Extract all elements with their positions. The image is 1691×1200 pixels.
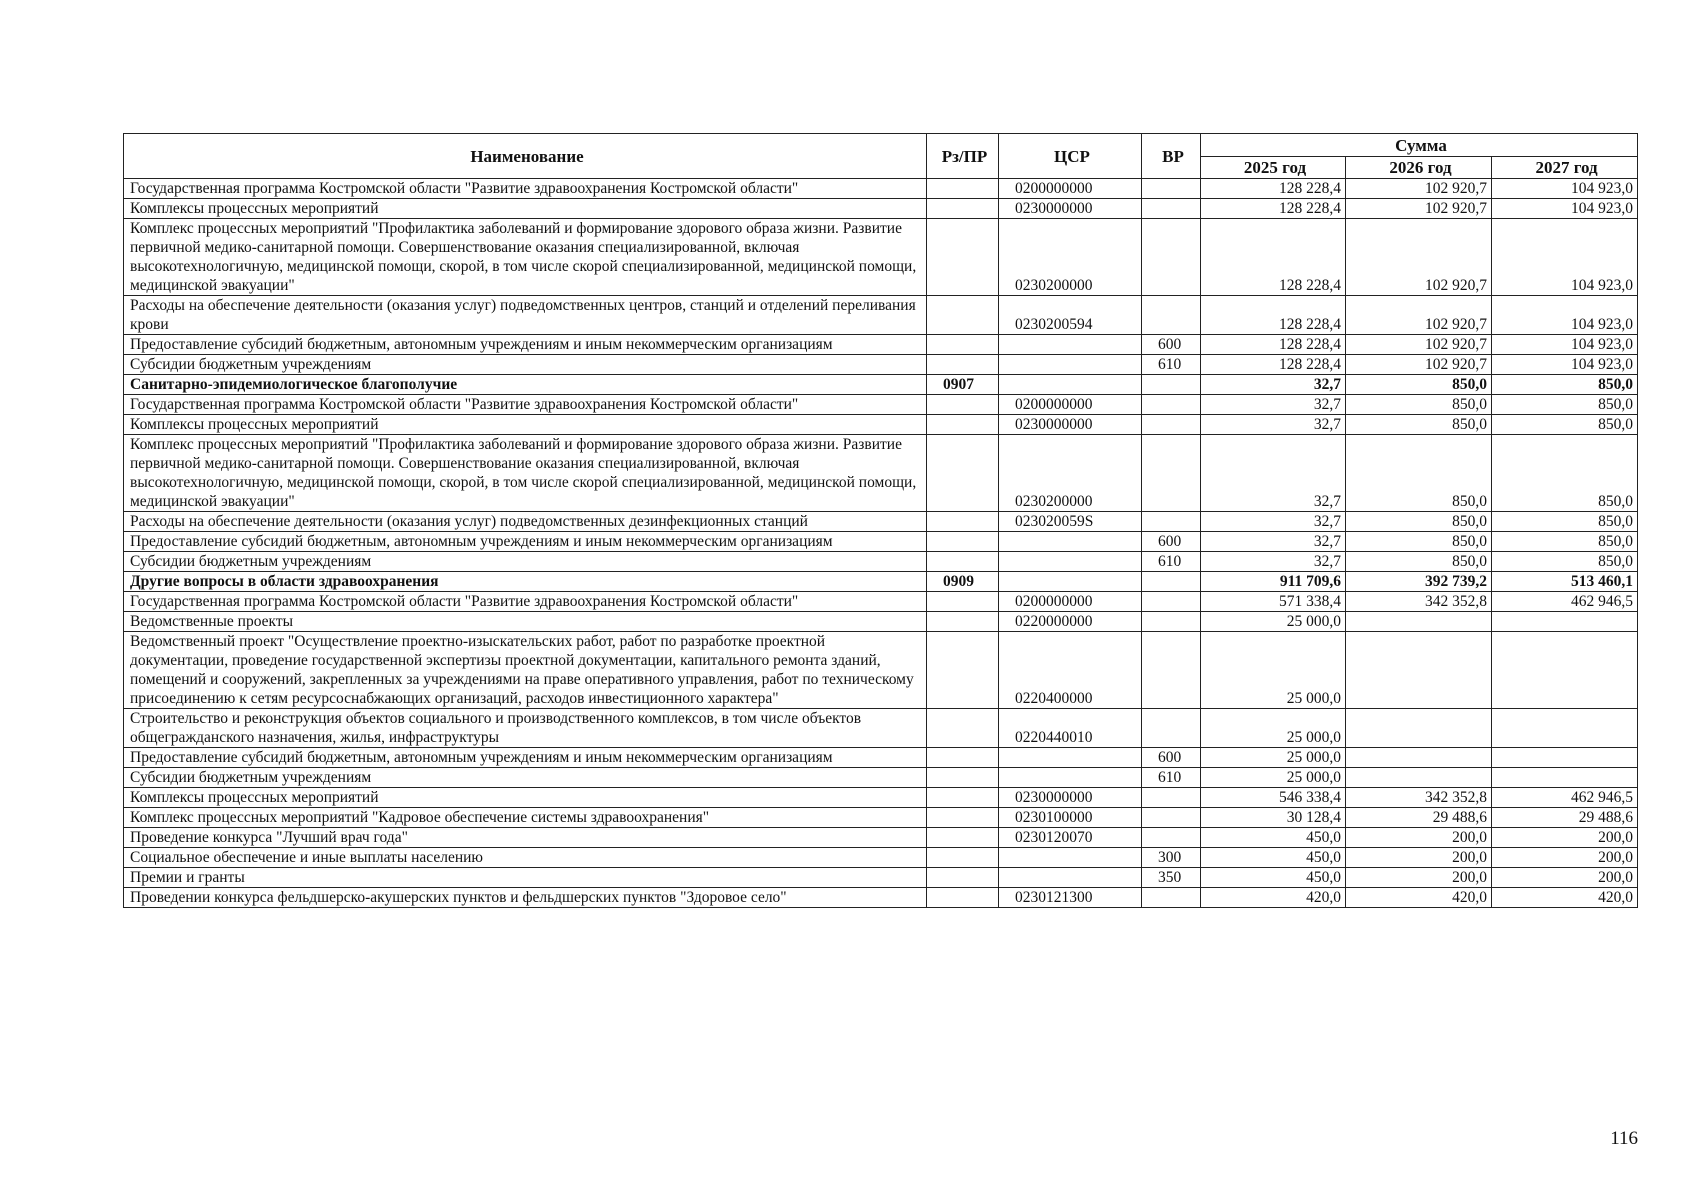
cell-vr xyxy=(1142,888,1201,908)
cell-sum-2026: 850,0 xyxy=(1346,512,1492,532)
table-row xyxy=(124,296,1638,335)
cell-rz-pr xyxy=(927,748,999,768)
table-body xyxy=(124,179,1638,908)
cell-sum-2027: 850,0 xyxy=(1492,512,1638,532)
cell-rz-pr xyxy=(927,612,999,632)
budget-table xyxy=(123,133,1638,908)
cell-rz-pr xyxy=(927,632,999,709)
cell-vr: 600 xyxy=(1142,532,1201,552)
cell-sum-2025: 32,7 xyxy=(1201,435,1346,512)
cell-vr xyxy=(1142,612,1201,632)
cell-csr xyxy=(999,335,1142,355)
cell-sum-2026 xyxy=(1346,768,1492,788)
cell-vr xyxy=(1142,632,1201,709)
cell-csr xyxy=(999,552,1142,572)
cell-sum-2026 xyxy=(1346,748,1492,768)
cell-sum-2027: 104 923,0 xyxy=(1492,355,1638,375)
cell-name: Проведение конкурса "Лучший врач года" xyxy=(124,828,927,848)
cell-sum-2026: 850,0 xyxy=(1346,435,1492,512)
table-row xyxy=(124,199,1638,219)
cell-rz-pr xyxy=(927,532,999,552)
cell-sum-2025: 571 338,4 xyxy=(1201,592,1346,612)
cell-sum-2026: 200,0 xyxy=(1346,868,1492,888)
cell-sum-2027: 104 923,0 xyxy=(1492,199,1638,219)
cell-sum-2027 xyxy=(1492,612,1638,632)
cell-sum-2027: 850,0 xyxy=(1492,552,1638,572)
cell-sum-2027: 850,0 xyxy=(1492,532,1638,552)
cell-rz-pr xyxy=(927,828,999,848)
cell-sum-2025: 128 228,4 xyxy=(1201,296,1346,335)
header-csr: ЦСР xyxy=(999,134,1142,179)
cell-sum-2026: 200,0 xyxy=(1346,828,1492,848)
cell-sum-2025: 25 000,0 xyxy=(1201,748,1346,768)
cell-csr: 0230000000 xyxy=(999,199,1142,219)
cell-name: Комплекс процессных мероприятий "Профилактика заболеваний и формирование здорового образа жизни. Развитие первичной медико-санитарной помощи. Совершенствование оказания специализированной, включая высокотехнологичную, медицинской помощи, скорой, в том числе скорой специализированной, медицинской помощи, медицинской эвакуации" xyxy=(124,435,927,512)
cell-sum-2025: 128 228,4 xyxy=(1201,199,1346,219)
cell-name: Субсидии бюджетным учреждениям xyxy=(124,355,927,375)
table-row xyxy=(124,512,1638,532)
cell-csr: 0230121300 xyxy=(999,888,1142,908)
cell-name: Субсидии бюджетным учреждениям xyxy=(124,768,927,788)
cell-vr xyxy=(1142,788,1201,808)
cell-sum-2025: 32,7 xyxy=(1201,415,1346,435)
header-sum: Сумма xyxy=(1201,134,1638,157)
cell-csr: 0200000000 xyxy=(999,592,1142,612)
cell-vr xyxy=(1142,375,1201,395)
cell-sum-2027: 850,0 xyxy=(1492,375,1638,395)
cell-name: Комплексы процессных мероприятий xyxy=(124,788,927,808)
cell-sum-2027: 420,0 xyxy=(1492,888,1638,908)
cell-csr: 0200000000 xyxy=(999,395,1142,415)
cell-sum-2026 xyxy=(1346,709,1492,748)
cell-sum-2025: 546 338,4 xyxy=(1201,788,1346,808)
cell-rz-pr xyxy=(927,296,999,335)
cell-rz-pr xyxy=(927,709,999,748)
cell-sum-2026: 102 920,7 xyxy=(1346,199,1492,219)
cell-vr xyxy=(1142,592,1201,612)
table-row xyxy=(124,612,1638,632)
cell-sum-2026: 102 920,7 xyxy=(1346,335,1492,355)
cell-rz-pr xyxy=(927,888,999,908)
cell-vr xyxy=(1142,709,1201,748)
cell-csr: 023020059S xyxy=(999,512,1142,532)
cell-csr xyxy=(999,848,1142,868)
table-row xyxy=(124,808,1638,828)
table-row xyxy=(124,355,1638,375)
cell-csr: 0230100000 xyxy=(999,808,1142,828)
cell-name: Государственная программа Костромской области "Развитие здравоохранения Костромской области" xyxy=(124,179,927,199)
cell-sum-2025: 32,7 xyxy=(1201,512,1346,532)
cell-sum-2027: 200,0 xyxy=(1492,868,1638,888)
cell-rz-pr xyxy=(927,512,999,532)
cell-rz-pr xyxy=(927,848,999,868)
cell-csr: 0230200594 xyxy=(999,296,1142,335)
table-row xyxy=(124,788,1638,808)
cell-sum-2025: 32,7 xyxy=(1201,532,1346,552)
header-year-2025: 2025 год xyxy=(1201,157,1346,179)
cell-sum-2027: 462 946,5 xyxy=(1492,788,1638,808)
table-row xyxy=(124,552,1638,572)
cell-sum-2025: 25 000,0 xyxy=(1201,709,1346,748)
cell-sum-2026: 850,0 xyxy=(1346,395,1492,415)
cell-rz-pr xyxy=(927,395,999,415)
table-row xyxy=(124,572,1638,592)
cell-name: Государственная программа Костромской области "Развитие здравоохранения Костромской области" xyxy=(124,395,927,415)
cell-sum-2025: 30 128,4 xyxy=(1201,808,1346,828)
cell-name: Комплекс процессных мероприятий "Профилактика заболеваний и формирование здорового образа жизни. Развитие первичной медико-санитарной помощи. Совершенствование оказания специализированной, включая высокотехнологичную, медицинской помощи, скорой, в том числе скорой специализированной, медицинской помощи, медицинской эвакуации" xyxy=(124,219,927,296)
cell-sum-2025: 25 000,0 xyxy=(1201,632,1346,709)
cell-sum-2025: 32,7 xyxy=(1201,552,1346,572)
cell-sum-2025: 32,7 xyxy=(1201,395,1346,415)
cell-sum-2027: 200,0 xyxy=(1492,828,1638,848)
cell-sum-2025: 420,0 xyxy=(1201,888,1346,908)
cell-name: Предоставление субсидий бюджетным, автономным учреждениям и иным некоммерческим организациям xyxy=(124,532,927,552)
cell-name: Другие вопросы в области здравоохранения xyxy=(124,572,927,592)
cell-sum-2027: 29 488,6 xyxy=(1492,808,1638,828)
header-vr: ВР xyxy=(1142,134,1201,179)
page-number: 116 xyxy=(1610,1128,1638,1149)
cell-csr: 0230200000 xyxy=(999,219,1142,296)
cell-sum-2025: 25 000,0 xyxy=(1201,768,1346,788)
cell-sum-2026: 200,0 xyxy=(1346,848,1492,868)
cell-sum-2025: 450,0 xyxy=(1201,848,1346,868)
cell-name: Социальное обеспечение и иные выплаты населению xyxy=(124,848,927,868)
cell-sum-2026 xyxy=(1346,632,1492,709)
cell-csr xyxy=(999,532,1142,552)
cell-csr: 0230000000 xyxy=(999,415,1142,435)
cell-sum-2027: 850,0 xyxy=(1492,415,1638,435)
cell-rz-pr xyxy=(927,179,999,199)
cell-vr: 300 xyxy=(1142,848,1201,868)
cell-csr: 0230200000 xyxy=(999,435,1142,512)
cell-name: Предоставление субсидий бюджетным, автономным учреждениям и иным некоммерческим организациям xyxy=(124,748,927,768)
cell-sum-2027: 200,0 xyxy=(1492,848,1638,868)
cell-name: Комплексы процессных мероприятий xyxy=(124,415,927,435)
cell-csr: 0220400000 xyxy=(999,632,1142,709)
cell-vr: 600 xyxy=(1142,748,1201,768)
cell-rz-pr xyxy=(927,788,999,808)
cell-csr xyxy=(999,768,1142,788)
cell-sum-2026: 102 920,7 xyxy=(1346,296,1492,335)
cell-csr xyxy=(999,748,1142,768)
table-row xyxy=(124,395,1638,415)
cell-rz-pr xyxy=(927,592,999,612)
cell-vr: 600 xyxy=(1142,335,1201,355)
table-row xyxy=(124,415,1638,435)
cell-sum-2027: 513 460,1 xyxy=(1492,572,1638,592)
table-row xyxy=(124,179,1638,199)
cell-rz-pr xyxy=(927,335,999,355)
header-name: Наименование xyxy=(124,134,927,179)
cell-csr xyxy=(999,572,1142,592)
cell-vr xyxy=(1142,435,1201,512)
table-row xyxy=(124,592,1638,612)
cell-name: Комплексы процессных мероприятий xyxy=(124,199,927,219)
cell-sum-2025: 450,0 xyxy=(1201,828,1346,848)
cell-sum-2026: 420,0 xyxy=(1346,888,1492,908)
cell-sum-2025: 128 228,4 xyxy=(1201,219,1346,296)
cell-rz-pr xyxy=(927,355,999,375)
cell-sum-2027: 104 923,0 xyxy=(1492,335,1638,355)
cell-sum-2025: 25 000,0 xyxy=(1201,612,1346,632)
header-row xyxy=(124,134,1638,157)
cell-sum-2027: 850,0 xyxy=(1492,435,1638,512)
table-row xyxy=(124,375,1638,395)
table-row xyxy=(124,709,1638,748)
cell-rz-pr xyxy=(927,219,999,296)
cell-name: Ведомственный проект "Осуществление проектно-изыскательских работ, работ по разработке проектной документации, проведение государственной экспертизы проектной документации, капитального ремонта зданий, помещений и сооружений, закрепленных за учреждениями на праве оперативного управления, работ по техническому присоединению к сетям ресурсоснабжающих организаций, расходов инвестиционного характера" xyxy=(124,632,927,709)
table-row xyxy=(124,828,1638,848)
cell-csr: 0230000000 xyxy=(999,788,1142,808)
table-row xyxy=(124,888,1638,908)
table-row xyxy=(124,532,1638,552)
cell-vr xyxy=(1142,395,1201,415)
cell-rz-pr: 0909 xyxy=(927,572,999,592)
cell-sum-2026: 102 920,7 xyxy=(1346,355,1492,375)
cell-rz-pr xyxy=(927,868,999,888)
table-row xyxy=(124,868,1638,888)
cell-sum-2027: 850,0 xyxy=(1492,395,1638,415)
cell-sum-2026: 392 739,2 xyxy=(1346,572,1492,592)
table-row xyxy=(124,335,1638,355)
table-row xyxy=(124,848,1638,868)
cell-csr xyxy=(999,868,1142,888)
cell-vr xyxy=(1142,199,1201,219)
cell-vr xyxy=(1142,179,1201,199)
table-row xyxy=(124,435,1638,512)
cell-sum-2027: 104 923,0 xyxy=(1492,179,1638,199)
table-row xyxy=(124,768,1638,788)
cell-sum-2026: 850,0 xyxy=(1346,375,1492,395)
cell-sum-2026: 102 920,7 xyxy=(1346,219,1492,296)
cell-sum-2026 xyxy=(1346,612,1492,632)
cell-sum-2027: 104 923,0 xyxy=(1492,219,1638,296)
cell-sum-2026: 850,0 xyxy=(1346,532,1492,552)
cell-sum-2027 xyxy=(1492,709,1638,748)
cell-name: Строительство и реконструкция объектов социального и производственного комплексов, в том числе объектов общегражданского назначения, жилья, инфраструктуры xyxy=(124,709,927,748)
cell-csr xyxy=(999,355,1142,375)
cell-name: Субсидии бюджетным учреждениям xyxy=(124,552,927,572)
cell-csr: 0220440010 xyxy=(999,709,1142,748)
cell-sum-2025: 128 228,4 xyxy=(1201,335,1346,355)
cell-sum-2027 xyxy=(1492,748,1638,768)
cell-sum-2027: 462 946,5 xyxy=(1492,592,1638,612)
cell-vr: 350 xyxy=(1142,868,1201,888)
header-rz-pr: Рз/ПР xyxy=(927,134,999,179)
table-row xyxy=(124,219,1638,296)
cell-sum-2027 xyxy=(1492,632,1638,709)
cell-sum-2027 xyxy=(1492,768,1638,788)
cell-name: Предоставление субсидий бюджетным, автономным учреждениям и иным некоммерческим организациям xyxy=(124,335,927,355)
cell-name: Расходы на обеспечение деятельности (оказания услуг) подведомственных дезинфекционных станций xyxy=(124,512,927,532)
header-year-2027: 2027 год xyxy=(1492,157,1638,179)
cell-name: Государственная программа Костромской области "Развитие здравоохранения Костромской области" xyxy=(124,592,927,612)
cell-sum-2025: 32,7 xyxy=(1201,375,1346,395)
cell-sum-2026: 29 488,6 xyxy=(1346,808,1492,828)
cell-rz-pr xyxy=(927,435,999,512)
cell-name: Проведении конкурса фельдшерско-акушерских пунктов и фельдшерских пунктов "Здоровое село" xyxy=(124,888,927,908)
cell-vr: 610 xyxy=(1142,768,1201,788)
cell-name: Расходы на обеспечение деятельности (оказания услуг) подведомственных центров, станций и отделений переливания крови xyxy=(124,296,927,335)
table-row xyxy=(124,748,1638,768)
cell-sum-2027: 104 923,0 xyxy=(1492,296,1638,335)
cell-rz-pr xyxy=(927,415,999,435)
cell-rz-pr xyxy=(927,768,999,788)
cell-csr xyxy=(999,375,1142,395)
cell-rz-pr xyxy=(927,552,999,572)
cell-csr: 0200000000 xyxy=(999,179,1142,199)
cell-vr xyxy=(1142,572,1201,592)
cell-vr xyxy=(1142,219,1201,296)
cell-sum-2025: 128 228,4 xyxy=(1201,179,1346,199)
header-year-2026: 2026 год xyxy=(1346,157,1492,179)
cell-name: Премии и гранты xyxy=(124,868,927,888)
cell-name: Комплекс процессных мероприятий "Кадровое обеспечение системы здравоохранения" xyxy=(124,808,927,828)
cell-sum-2026: 342 352,8 xyxy=(1346,788,1492,808)
cell-csr: 0230120070 xyxy=(999,828,1142,848)
cell-vr: 610 xyxy=(1142,552,1201,572)
cell-vr xyxy=(1142,808,1201,828)
cell-name: Санитарно-эпидемиологическое благополучие xyxy=(124,375,927,395)
cell-vr xyxy=(1142,296,1201,335)
cell-sum-2026: 850,0 xyxy=(1346,415,1492,435)
cell-sum-2025: 911 709,6 xyxy=(1201,572,1346,592)
cell-vr: 610 xyxy=(1142,355,1201,375)
cell-sum-2026: 342 352,8 xyxy=(1346,592,1492,612)
cell-csr: 0220000000 xyxy=(999,612,1142,632)
cell-sum-2025: 128 228,4 xyxy=(1201,355,1346,375)
cell-sum-2026: 850,0 xyxy=(1346,552,1492,572)
cell-vr xyxy=(1142,828,1201,848)
table-header xyxy=(124,134,1638,179)
cell-rz-pr: 0907 xyxy=(927,375,999,395)
cell-vr xyxy=(1142,512,1201,532)
cell-sum-2026: 102 920,7 xyxy=(1346,179,1492,199)
cell-name: Ведомственные проекты xyxy=(124,612,927,632)
cell-vr xyxy=(1142,415,1201,435)
cell-rz-pr xyxy=(927,808,999,828)
table-row xyxy=(124,632,1638,709)
cell-sum-2025: 450,0 xyxy=(1201,868,1346,888)
cell-rz-pr xyxy=(927,199,999,219)
